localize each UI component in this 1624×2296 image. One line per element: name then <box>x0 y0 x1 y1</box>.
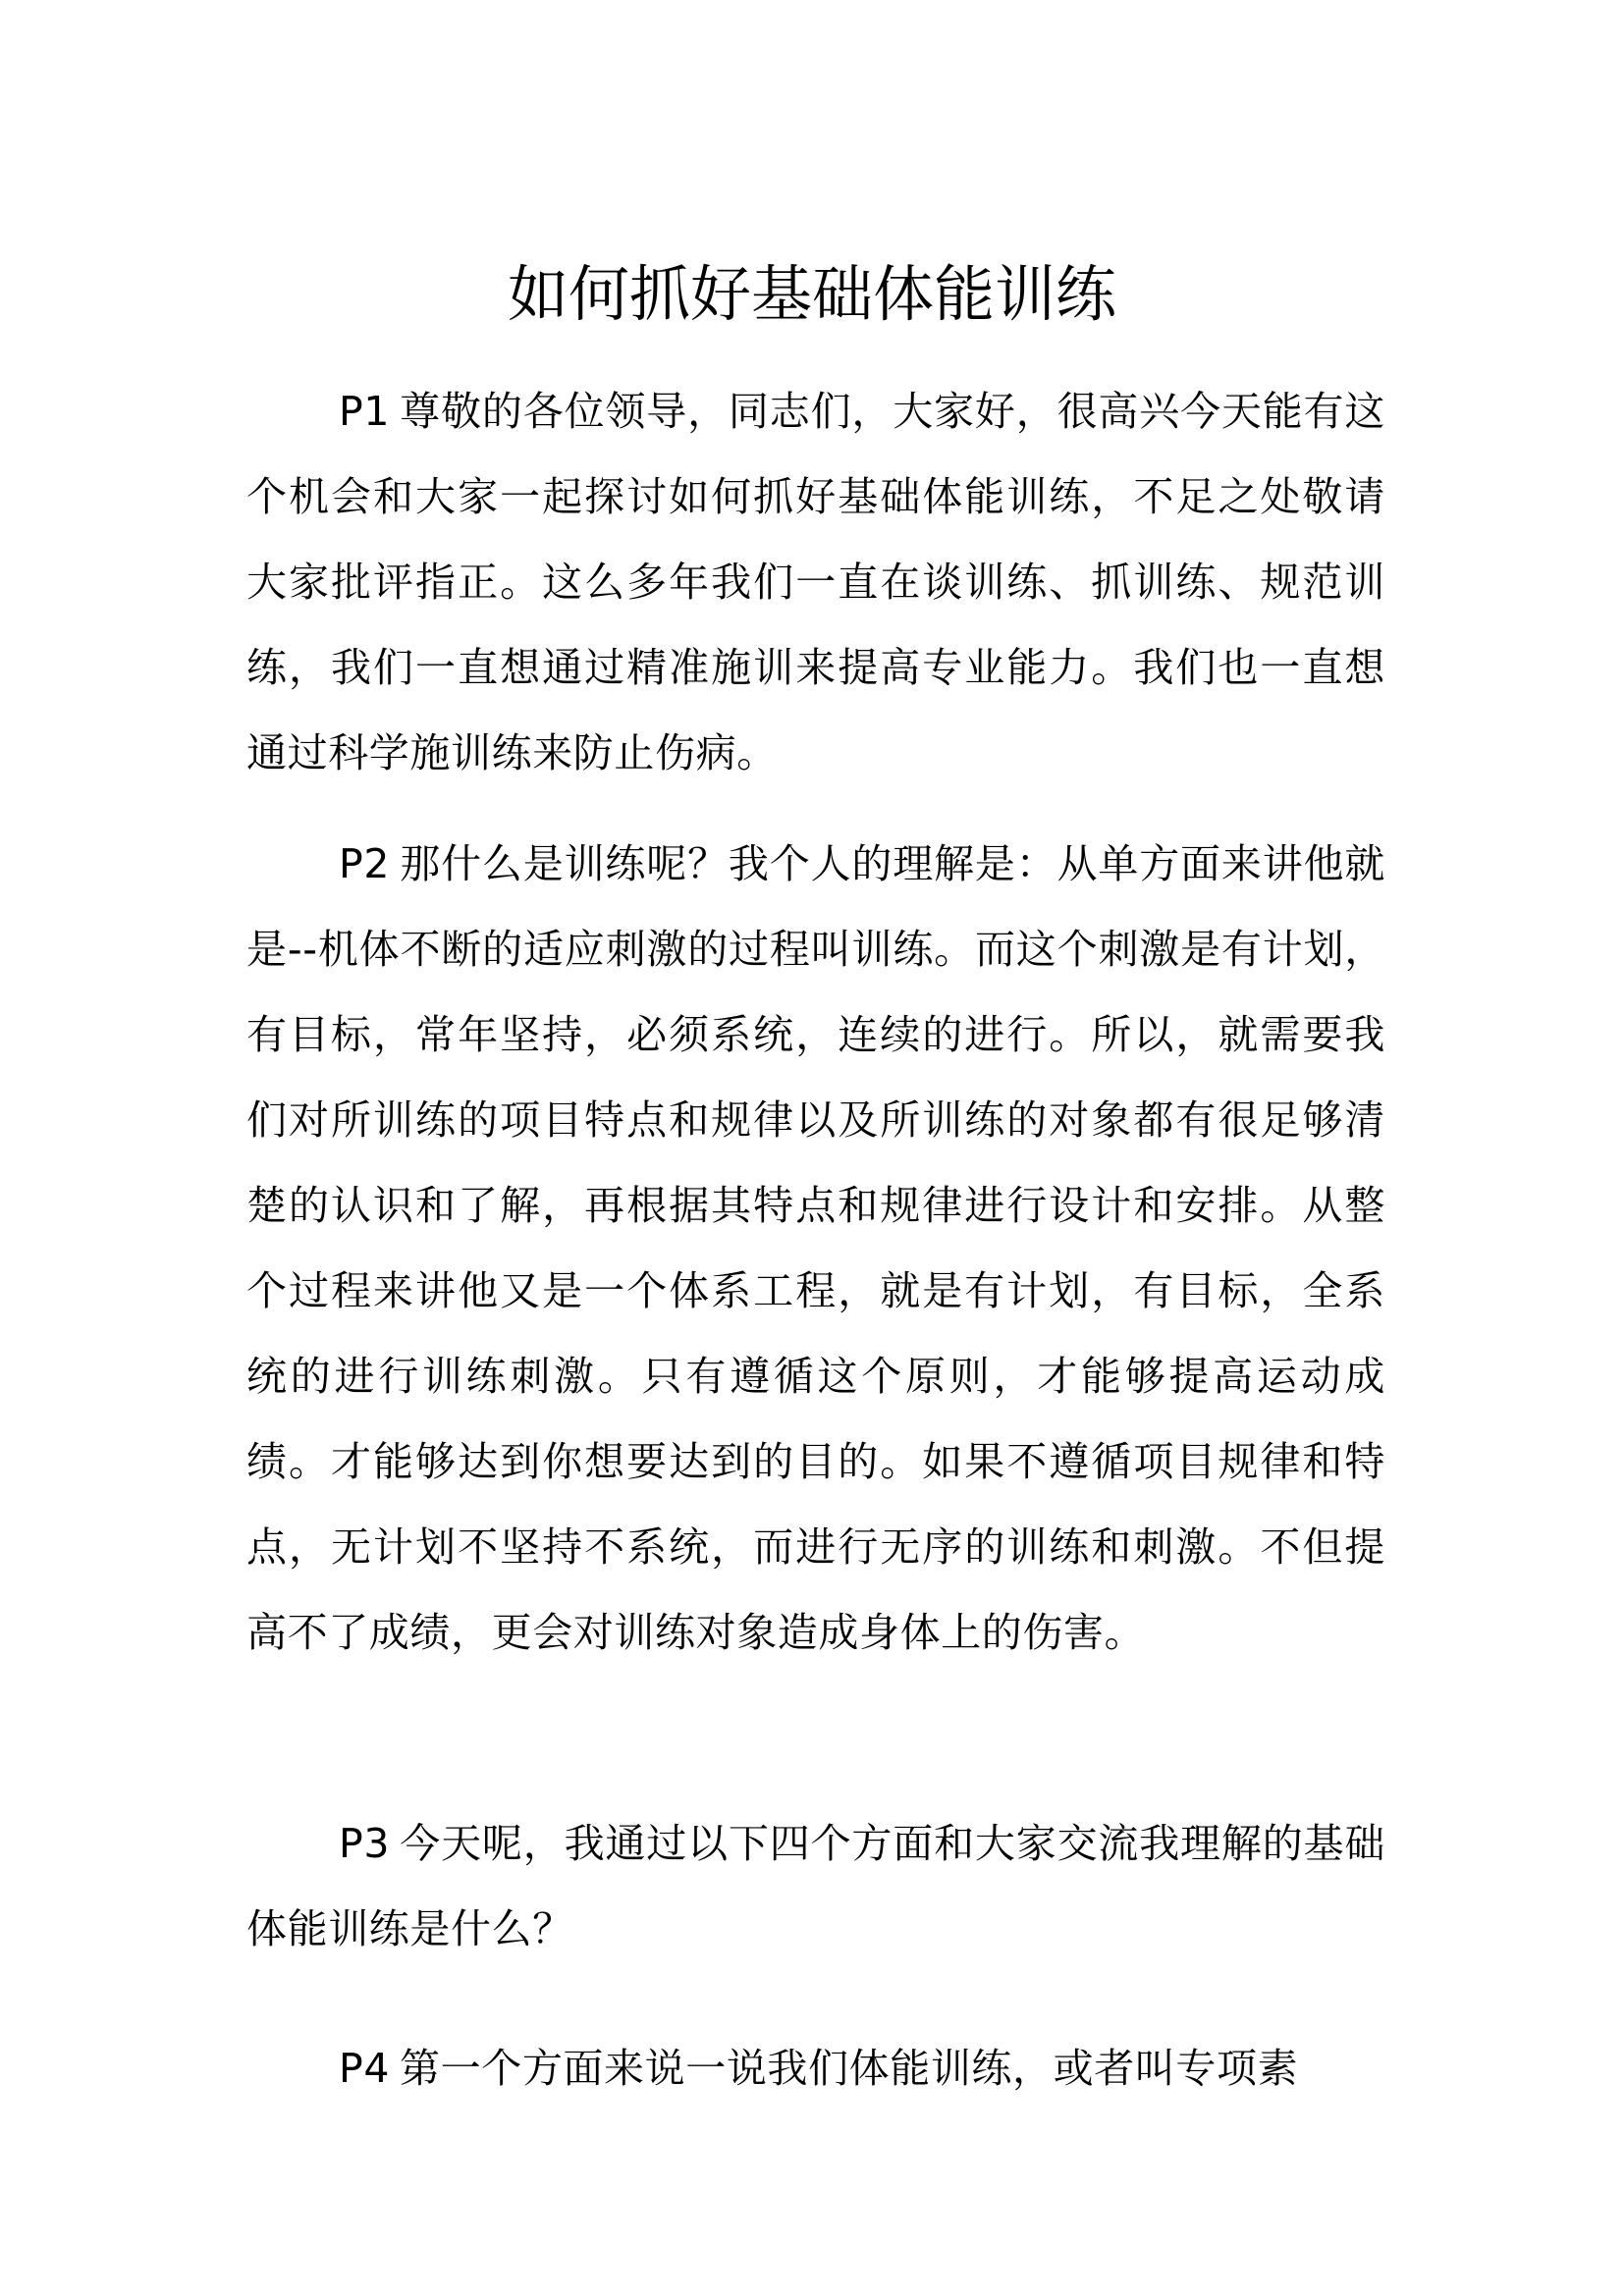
paragraph-text: 尊敬的各位领导，同志们，大家好，很高兴今天能有这个机会和大家一起探讨如何抓好基础体能训练，不足之处敬请大家批评指正。这么多年我们一直在谈训练、抓训练、规范训练，我们一直想通过精准施训来提高专业能力。我们也一直想通过科学施训练来防止伤病。 <box>246 388 1385 776</box>
paragraph-text: 那什么是训练呢？我个人的理解是：从单方面来讲他就是--机体不断的适应刺激的过程叫训练。而这个刺激是有计划，有目标，常年坚持，必须系统，连续的进行。所以，就需要我们对所训练的项目特点和规律以及所训练的对象都有很足够清楚的认识和了解，再根据其特点和规律进行设计和安排。从整个过程来讲他又是一个体系工程，就是有计划，有目标，全系统的进行训练刺激。只有遵循这个原则，才能够提高运动成绩。才能够达到你想要达到的目的。如果不遵循项目规律和特点，无计划不坚持不系统，而进行无序的训练和刺激。不但提高不了成绩，更会对训练对象造成身体上的伤害。 <box>246 840 1385 1656</box>
paragraph-1 <box>246 369 1385 796</box>
paragraph-label: P1 <box>339 388 391 435</box>
paragraph-label: P4 <box>339 2045 391 2092</box>
paragraph-text: 第一个方面来说一说我们体能训练，或者叫专项素 <box>400 2045 1299 2092</box>
document-title: 如何抓好基础体能训练 <box>507 258 1116 330</box>
paragraph-label: P2 <box>339 840 391 887</box>
paragraph-2 <box>246 822 1385 1676</box>
paragraph-4 <box>246 2026 1385 2111</box>
paragraph-3 <box>246 1801 1385 1972</box>
paragraph-label: P3 <box>339 1820 391 1867</box>
paragraph-text: 今天呢，我通过以下四个方面和大家交流我理解的基础体能训练是什么？ <box>246 1820 1385 1952</box>
